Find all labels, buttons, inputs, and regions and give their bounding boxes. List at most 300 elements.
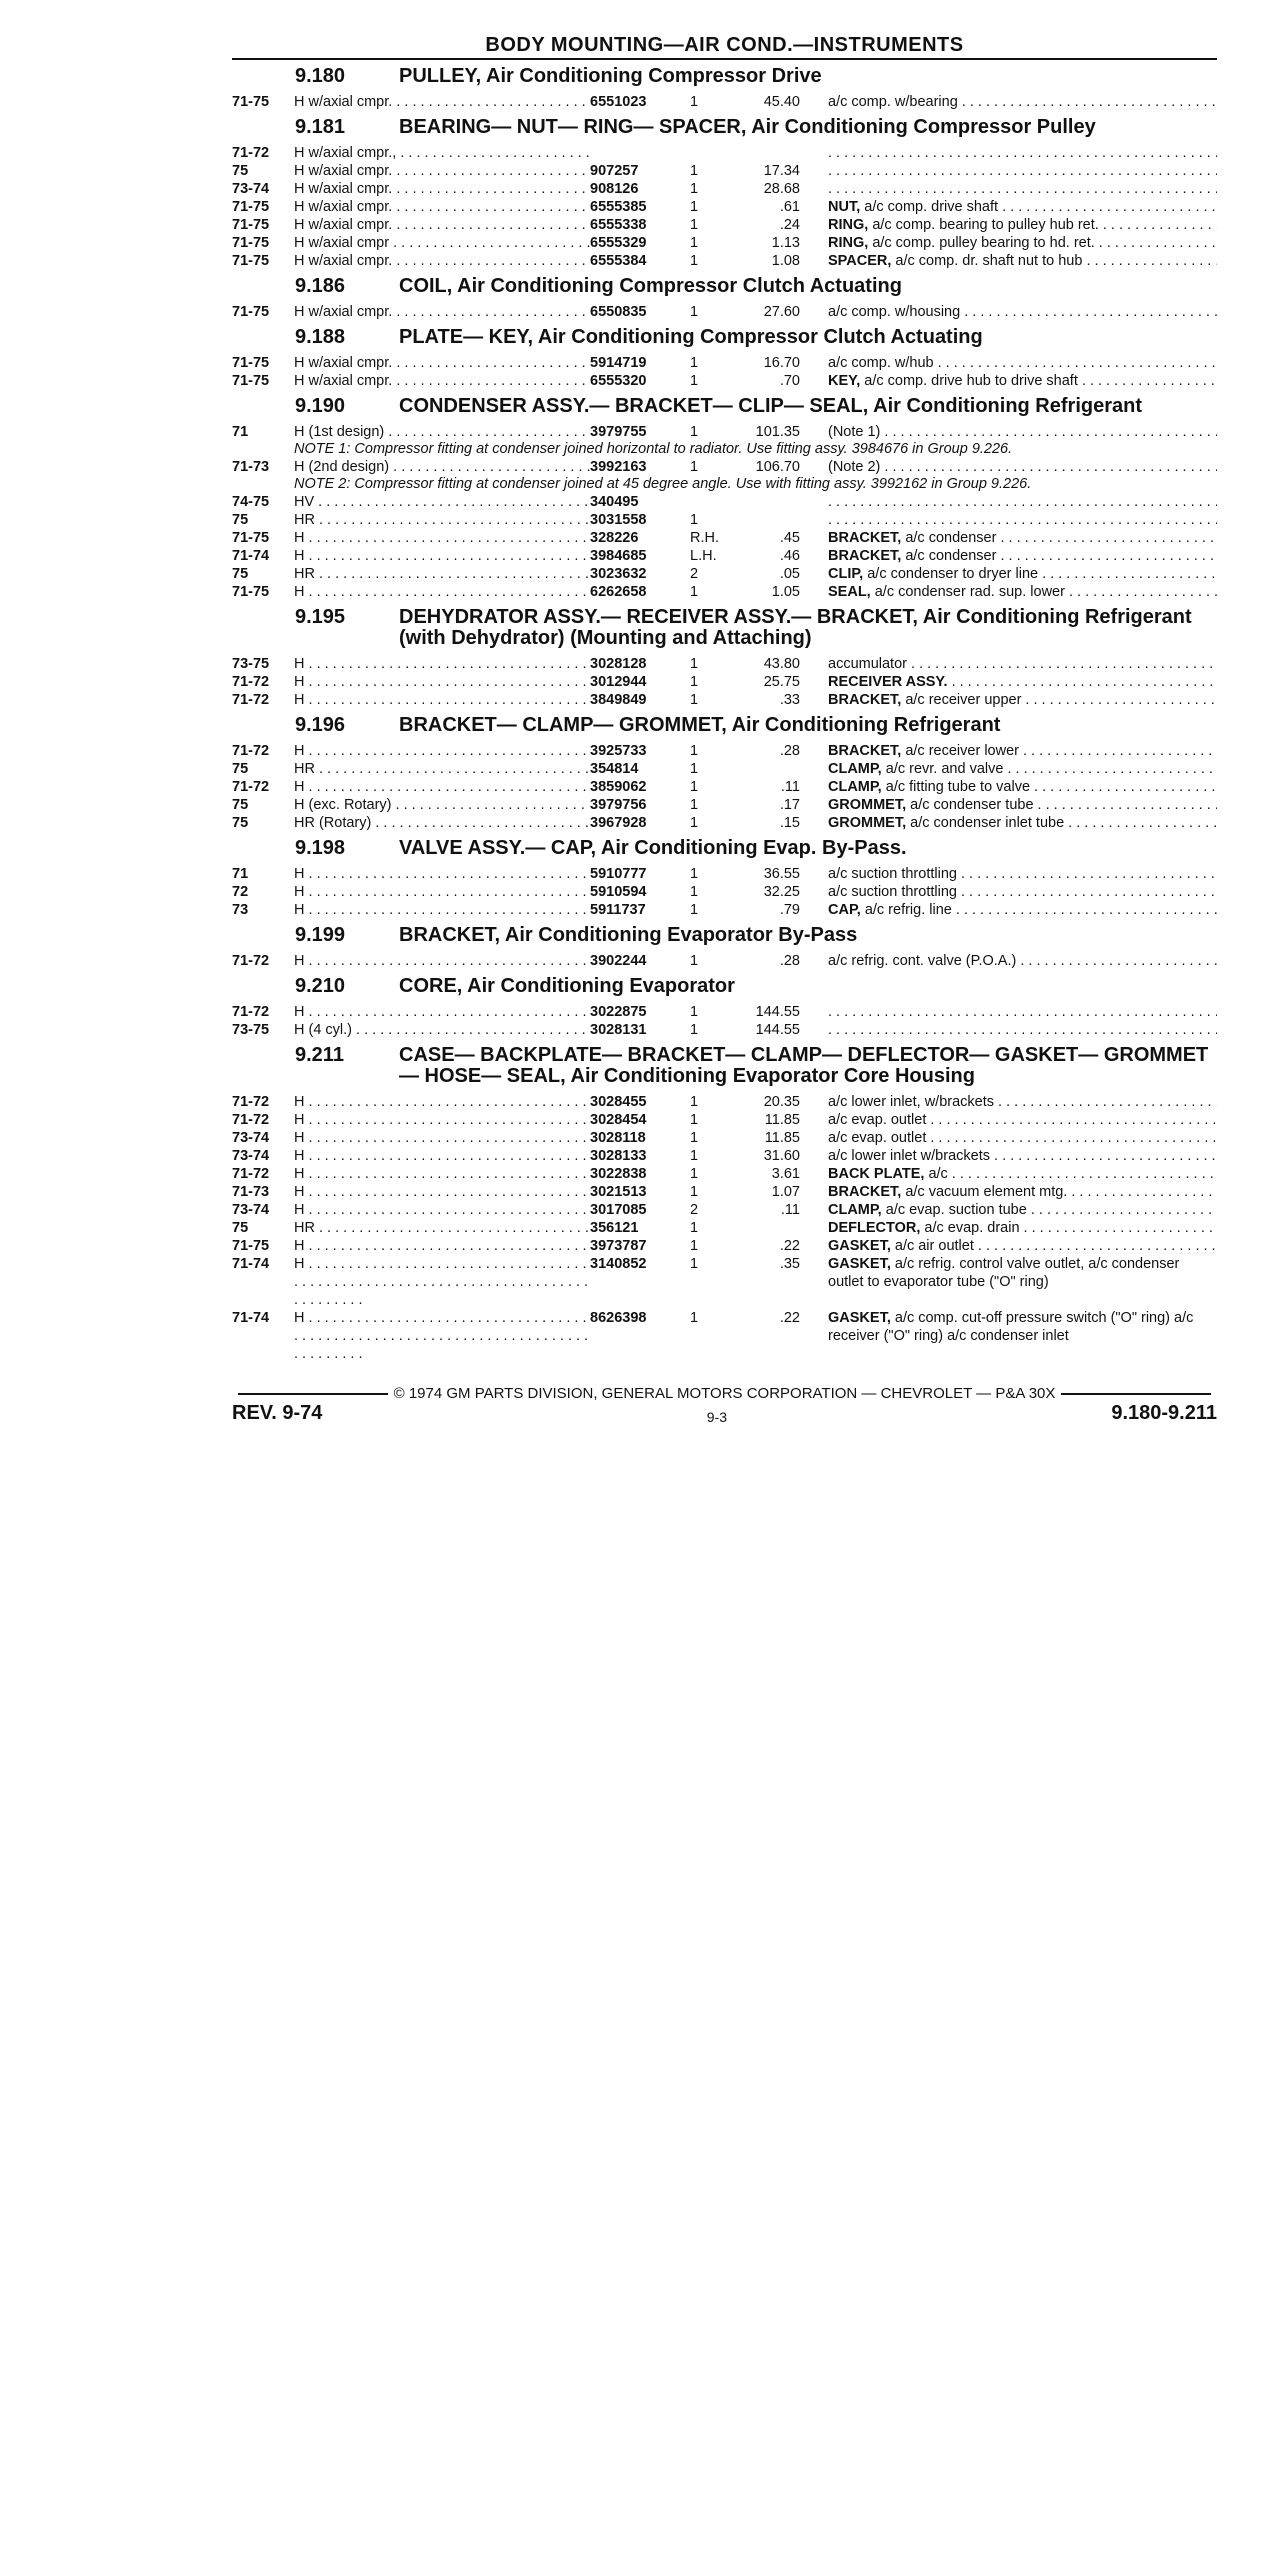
price: 1.13 [771, 235, 800, 251]
part-name: CAP, [828, 902, 861, 918]
price: 43.80 [763, 656, 800, 672]
price: 11.85 [764, 1130, 800, 1146]
part-detail: a/c lower inlet w/brackets [828, 1148, 990, 1164]
quantity: 1 [690, 779, 699, 795]
model-text: H [294, 1166, 305, 1182]
part-detail: a/c comp. drive hub to drive shaft [864, 373, 1078, 389]
model-years: 71-73 [232, 459, 270, 475]
price: 11.85 [764, 1112, 800, 1128]
model-text: H w/axial cmpr. [294, 181, 393, 197]
table-row [232, 529, 1217, 547]
model-description [294, 144, 590, 162]
price [740, 760, 828, 778]
price: 45.40 [763, 94, 800, 110]
part-detail: a/c condenser [905, 548, 997, 564]
model-description [294, 180, 590, 198]
parts-groups [232, 66, 1217, 1363]
header-rule [232, 58, 1217, 60]
part-name: GASKET, [828, 1310, 891, 1326]
quantity: 1 [690, 761, 699, 777]
part-number: 3925733 [590, 743, 647, 759]
quantity: 1 [690, 1004, 699, 1020]
table-row [232, 303, 1217, 321]
model-description [294, 162, 590, 180]
model-years: 75 [232, 163, 249, 179]
model-text: H [294, 656, 305, 672]
price: 17.34 [763, 163, 800, 179]
part-detail: a/c receiver upper [905, 692, 1022, 708]
price: 28.68 [763, 181, 800, 197]
model-years: 71-75 [232, 304, 270, 320]
part-number: 6555320 [590, 373, 647, 389]
model-description [294, 565, 590, 583]
model-years: 71-75 [232, 584, 270, 600]
group-heading [232, 117, 1217, 138]
group-title: COIL, Air Conditioning Compressor Clutch Actuating [399, 275, 902, 297]
part-description [828, 742, 1217, 760]
part-detail: a/c evap. outlet [828, 1130, 927, 1146]
part-description [828, 162, 1217, 180]
model-years: 71-73 [232, 1184, 270, 1200]
table-row [232, 458, 1217, 476]
part-name: KEY, [828, 373, 861, 389]
part-detail: (Note 2) [828, 459, 881, 475]
part-description [828, 354, 1217, 372]
part-description [828, 1255, 1217, 1309]
part-detail: (Note 1) [828, 424, 881, 440]
model-text: H [294, 866, 305, 882]
model-text: H w/axial cmpr. [294, 163, 393, 179]
part-number: 6551023 [590, 94, 647, 110]
part-detail: a/c evap. drain [924, 1220, 1020, 1236]
price: .46 [779, 548, 800, 564]
price: .24 [779, 217, 800, 233]
part-description [828, 458, 1217, 476]
price [740, 493, 828, 511]
model-text: H (exc. Rotary) [294, 797, 392, 813]
part-description [828, 1129, 1217, 1147]
price: .22 [779, 1238, 800, 1254]
group-heading [232, 276, 1217, 297]
group-heading [232, 925, 1217, 946]
part-name: GASKET, [828, 1238, 891, 1254]
table-row [232, 216, 1217, 234]
part-name: GROMMET, [828, 815, 907, 831]
part-name: SPACER, [828, 253, 892, 269]
part-number: 3984685 [590, 548, 647, 564]
table-row [232, 1237, 1217, 1255]
part-description [828, 691, 1217, 709]
model-years: 71-72 [232, 692, 270, 708]
model-text: H [294, 1256, 305, 1272]
price: 144.55 [755, 1022, 800, 1038]
model-years: 71-72 [232, 743, 270, 759]
parts-group [232, 117, 1217, 270]
group-title: BRACKET, Air Conditioning Evaporator By-Pass [399, 924, 858, 946]
part-number: 6555385 [590, 199, 647, 215]
price: .70 [779, 373, 800, 389]
group-heading [232, 327, 1217, 348]
part-number: 3017085 [590, 1202, 647, 1218]
model-text: H [294, 1148, 305, 1164]
group-number: 9.188 [295, 326, 346, 348]
part-name: GASKET, [828, 1256, 891, 1272]
part-description [828, 1183, 1217, 1201]
group-heading [232, 396, 1217, 417]
table-row [232, 796, 1217, 814]
part-detail: a/c comp. drive shaft [864, 199, 999, 215]
part-description [828, 547, 1217, 565]
model-text: H [294, 1094, 305, 1110]
model-years: 71-74 [232, 1256, 270, 1272]
model-text: H w/axial cmpr. [294, 94, 393, 110]
model-text: H (1st design) [294, 424, 385, 440]
table-row [232, 1147, 1217, 1165]
price [740, 144, 828, 162]
part-description [828, 655, 1217, 673]
table-row [232, 180, 1217, 198]
part-number [590, 144, 690, 162]
price: 101.35 [755, 424, 800, 440]
price: 106.70 [755, 459, 800, 475]
quantity: R.H. [690, 530, 719, 546]
model-text: HR [294, 1220, 315, 1236]
part-name: NUT, [828, 199, 861, 215]
quantity: 1 [690, 815, 699, 831]
part-detail: a/c refrig. control valve outlet, a/c condenser outlet to evaporator tube ("O" ring) [828, 1256, 1180, 1290]
quantity: 1 [690, 1022, 699, 1038]
model-text: HR [294, 512, 315, 528]
model-years: 71-72 [232, 779, 270, 795]
price: 1.05 [771, 584, 800, 600]
quantity: 1 [690, 866, 699, 882]
quantity: 1 [690, 1112, 699, 1128]
part-number: 3021513 [590, 1184, 647, 1200]
model-years: 71-72 [232, 1004, 270, 1020]
part-description [828, 865, 1217, 883]
model-years: 73-75 [232, 656, 270, 672]
price: .11 [780, 779, 800, 795]
quantity: 1 [690, 512, 699, 528]
part-name: SEAL, [828, 584, 871, 600]
price [740, 1219, 828, 1237]
price: 20.35 [763, 1094, 800, 1110]
table-row [232, 1219, 1217, 1237]
model-years: 75 [232, 512, 249, 528]
part-detail: a/c comp. w/bearing [828, 94, 958, 110]
part-number: 3979755 [590, 424, 647, 440]
part-detail: a/c comp. pulley bearing to hd. ret. [872, 235, 1095, 251]
group-heading [232, 1045, 1217, 1087]
table-row [232, 1183, 1217, 1201]
quantity: 1 [690, 163, 699, 179]
part-name: RING, [828, 235, 869, 251]
part-name: CLAMP, [828, 1202, 882, 1218]
table-row [232, 901, 1217, 919]
model-description [294, 511, 590, 529]
part-number: 908126 [590, 181, 639, 197]
model-years: 71 [232, 424, 249, 440]
quantity [690, 493, 740, 511]
quantity: 2 [690, 566, 699, 582]
part-number: 3028131 [590, 1022, 647, 1038]
part-description [828, 673, 1217, 691]
quantity: 1 [690, 1094, 699, 1110]
table-row [232, 234, 1217, 252]
table-row [232, 742, 1217, 760]
part-description [828, 372, 1217, 390]
model-text: H w/axial cmpr [294, 235, 390, 251]
part-number: 3849849 [590, 692, 647, 708]
part-description [828, 1093, 1217, 1111]
model-description [294, 883, 590, 901]
quantity: 1 [690, 199, 699, 215]
model-description [294, 354, 590, 372]
table-row [232, 865, 1217, 883]
model-years: 75 [232, 761, 249, 777]
part-detail: a/c vacuum element mtg. [905, 1184, 1068, 1200]
quantity: 1 [690, 884, 699, 900]
part-detail: a/c evap. suction tube [885, 1202, 1027, 1218]
model-years: 71-72 [232, 1166, 270, 1182]
model-description [294, 372, 590, 390]
parts-group [232, 66, 1217, 111]
part-number: 3973787 [590, 1238, 647, 1254]
part-detail: a/c fitting tube to valve [885, 779, 1031, 795]
part-description [828, 1309, 1217, 1363]
model-text: H [294, 1130, 305, 1146]
quantity: 1 [690, 902, 699, 918]
quantity: 1 [690, 1256, 699, 1272]
group-number: 9.198 [295, 837, 346, 859]
model-years: 71-75 [232, 94, 270, 110]
part-name: RING, [828, 217, 869, 233]
model-text: H [294, 1310, 305, 1326]
part-number: 3028455 [590, 1094, 647, 1110]
model-text: H (4 cyl.) [294, 1022, 352, 1038]
model-years: 71-74 [232, 548, 270, 564]
model-text: H w/axial cmpr., [294, 145, 397, 161]
model-text: H [294, 779, 305, 795]
model-years: 71-75 [232, 199, 270, 215]
part-detail: a/c condenser inlet tube [910, 815, 1065, 831]
model-years: 73-74 [232, 1202, 270, 1218]
part-detail: a/c comp. w/housing [828, 304, 961, 320]
part-detail: a/c condenser [905, 530, 997, 546]
group-number: 9.186 [295, 275, 346, 297]
quantity: 1 [690, 181, 699, 197]
table-row [232, 760, 1217, 778]
model-text: HR (Rotary) [294, 815, 372, 831]
model-years: 75 [232, 797, 249, 813]
part-name: BACK PLATE, [828, 1166, 925, 1182]
table-row [232, 144, 1217, 162]
model-text: H [294, 584, 305, 600]
group-heading [232, 715, 1217, 736]
quantity: 1 [690, 1130, 699, 1146]
part-description [828, 1147, 1217, 1165]
part-detail: a/c suction throttling [828, 866, 957, 882]
model-text: HR [294, 566, 315, 582]
price: .61 [779, 199, 800, 215]
part-name: BRACKET, [828, 530, 902, 546]
model-years: 75 [232, 566, 249, 582]
quantity: 1 [690, 584, 699, 600]
part-detail: a/c comp. dr. shaft nut to hub [895, 253, 1083, 269]
parts-group [232, 1045, 1217, 1363]
model-description [294, 1093, 590, 1111]
part-description [828, 1237, 1217, 1255]
part-number: 356121 [590, 1220, 639, 1236]
part-description [828, 303, 1217, 321]
quantity: 1 [690, 1220, 699, 1236]
table-row [232, 372, 1217, 390]
table-row [232, 493, 1217, 511]
table-row [232, 198, 1217, 216]
price: 144.55 [755, 1004, 800, 1020]
part-number: 3031558 [590, 512, 647, 528]
part-number: 907257 [590, 163, 639, 179]
part-detail: a/c refrig. cont. valve (P.O.A.) [828, 953, 1017, 969]
model-years: 71-75 [232, 235, 270, 251]
group-heading [232, 607, 1217, 649]
part-detail: a/c condenser to dryer line [867, 566, 1039, 582]
page-header: BODY MOUNTING—AIR COND.—INSTRUMENTS [485, 34, 964, 56]
model-years: 71-72 [232, 1094, 270, 1110]
part-description [828, 883, 1217, 901]
table-row [232, 655, 1217, 673]
part-name: RECEIVER ASSY. [828, 674, 948, 690]
part-description [828, 814, 1217, 832]
part-number: 3023632 [590, 566, 647, 582]
table-row [232, 673, 1217, 691]
model-years: 71-72 [232, 1112, 270, 1128]
quantity: 1 [690, 1148, 699, 1164]
part-name: BRACKET, [828, 548, 902, 564]
model-description [294, 216, 590, 234]
part-number: 5910777 [590, 866, 647, 882]
parts-group [232, 925, 1217, 970]
footer-bottom [232, 1402, 1217, 1425]
part-number: 6555338 [590, 217, 647, 233]
table-row [232, 1201, 1217, 1219]
quantity: 1 [690, 656, 699, 672]
part-description [828, 198, 1217, 216]
model-years: 73-74 [232, 1148, 270, 1164]
part-description [828, 760, 1217, 778]
part-number: 5914719 [590, 355, 647, 371]
part-description [828, 144, 1217, 162]
group-title: PLATE— KEY, Air Conditioning Compressor Clutch Actuating [399, 326, 983, 348]
part-name: CLAMP, [828, 761, 882, 777]
part-number: 3992163 [590, 459, 647, 475]
footer-revision: REV. 9-74 [232, 1402, 323, 1424]
table-row [232, 952, 1217, 970]
model-text: H [294, 743, 305, 759]
model-description [294, 1129, 590, 1147]
price: .28 [779, 953, 800, 969]
model-text: H w/axial cmpr. [294, 373, 393, 389]
part-detail: a/c refrig. line [864, 902, 952, 918]
part-detail: a/c comp. bearing to pulley hub ret. [872, 217, 1099, 233]
model-text: H w/axial cmpr. [294, 355, 393, 371]
table-row [232, 1309, 1217, 1363]
parts-group [232, 396, 1217, 601]
part-number: 354814 [590, 761, 639, 777]
price: 1.08 [771, 253, 800, 269]
part-description [828, 901, 1217, 919]
table-row [232, 1165, 1217, 1183]
part-number: 3859062 [590, 779, 647, 795]
model-description [294, 1237, 590, 1255]
part-detail: a/c comp. cut-off pressure switch ("O" ring) a/c receiver ("O" ring) a/c condenser inlet [828, 1310, 1194, 1344]
model-text: H [294, 884, 305, 900]
model-years: 72 [232, 884, 249, 900]
table-row [232, 1021, 1217, 1039]
group-title: CONDENSER ASSY.— BRACKET— CLIP— SEAL, Air Conditioning Refrigerant [399, 395, 1142, 417]
model-text: H [294, 548, 305, 564]
quantity: 1 [690, 235, 699, 251]
price: .45 [779, 530, 800, 546]
model-years: 73 [232, 902, 249, 918]
model-description [294, 493, 590, 511]
part-detail: a/c condenser tube [910, 797, 1034, 813]
model-years: 71-75 [232, 355, 270, 371]
part-number: 3967928 [590, 815, 647, 831]
part-description [828, 511, 1217, 529]
quantity: 1 [690, 797, 699, 813]
model-years: 75 [232, 1220, 249, 1236]
price: .33 [779, 692, 800, 708]
model-text: H [294, 902, 305, 918]
quantity: 1 [690, 253, 699, 269]
model-text: H w/axial cmpr. [294, 217, 393, 233]
table-row [232, 162, 1217, 180]
table-row [232, 814, 1217, 832]
part-number: 3022838 [590, 1166, 647, 1182]
model-description [294, 583, 590, 601]
price: 25.75 [763, 674, 800, 690]
part-detail: a/c receiver lower [905, 743, 1019, 759]
table-row [232, 1111, 1217, 1129]
model-text: H [294, 692, 305, 708]
group-heading [232, 976, 1217, 997]
part-detail: a/c condenser rad. sup. lower [874, 584, 1065, 600]
price: 1.07 [771, 1184, 800, 1200]
group-number: 9.199 [295, 924, 346, 946]
group-number: 9.180 [295, 65, 346, 87]
part-detail: a/c evap. outlet [828, 1112, 927, 1128]
table-row [232, 565, 1217, 583]
price: .28 [779, 743, 800, 759]
footnote: NOTE 1: Compressor fitting at condenser joined horizontal to radiator. Use fitting assy. 3984676 in Group 9.226. [294, 441, 1013, 457]
part-number: 328226 [590, 530, 639, 546]
parts-group [232, 976, 1217, 1039]
price: .22 [779, 1310, 800, 1326]
part-name: CLAMP, [828, 779, 882, 795]
table-row [232, 423, 1217, 441]
part-description [828, 952, 1217, 970]
part-name: BRACKET, [828, 692, 902, 708]
group-number: 9.190 [295, 395, 346, 417]
quantity: 1 [690, 424, 699, 440]
model-description [294, 865, 590, 883]
part-detail: a/c lower inlet, w/brackets [828, 1094, 995, 1110]
model-description [294, 814, 590, 832]
price: 32.25 [763, 884, 800, 900]
model-description [294, 742, 590, 760]
part-detail: a/c [928, 1166, 948, 1182]
